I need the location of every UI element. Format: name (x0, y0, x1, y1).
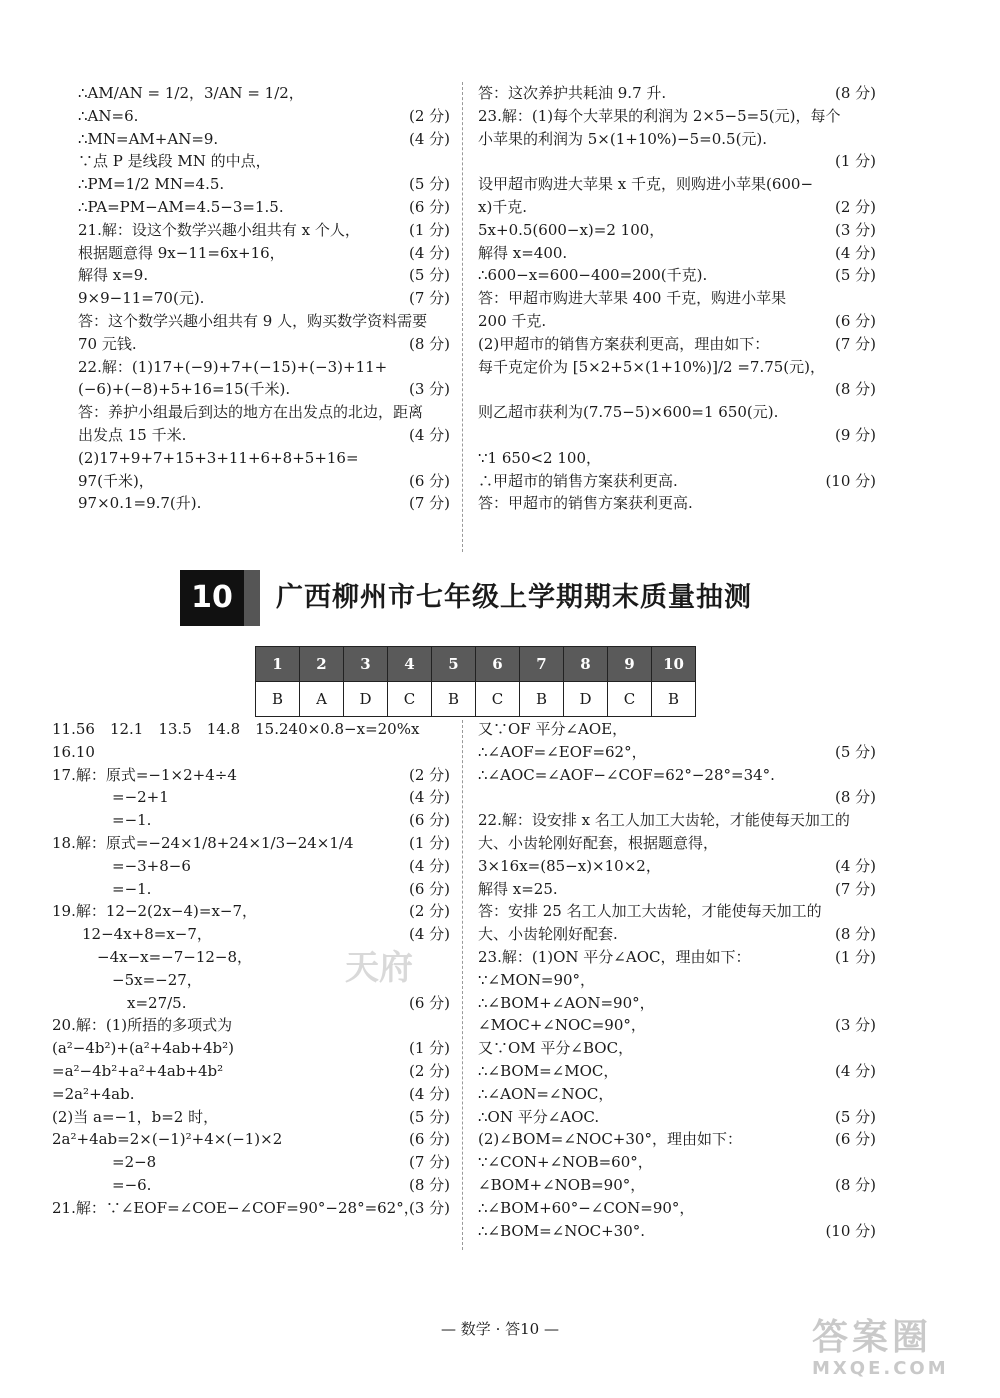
score-mark: (4 分) (408, 426, 450, 444)
score-mark: (5 分) (408, 1107, 450, 1126)
solution-text: ∴∠BOM+∠AON=90°， (478, 993, 655, 1012)
watermark-logo (812, 1318, 982, 1388)
solution-line (478, 832, 876, 854)
solution-text: 根据题意得 9x−11=6x+16， (78, 243, 285, 262)
solution-line (52, 878, 450, 900)
solution-text: −5x=−27， (52, 970, 202, 989)
score-mark: (3 分) (408, 380, 450, 399)
score-mark: (8 分) (834, 788, 876, 807)
section-title: 广西柳州市七年级上学期期末质量抽测 (276, 582, 752, 613)
score-mark: (9 分) (834, 426, 876, 444)
solution-text: ∴PA=PM−AM=4.5−3=1.5. (78, 198, 284, 216)
score-mark: (2 分) (408, 902, 450, 921)
multiple-choice-answer-table (255, 646, 696, 717)
score-mark: (6 分) (408, 811, 450, 830)
score-mark: (6 分) (408, 879, 450, 898)
solution-text: 大、小齿轮刚好配套，根据题意得， (478, 834, 719, 852)
score-mark: (6 分) (834, 1130, 876, 1149)
solution-line (478, 1220, 876, 1242)
solution-line (78, 356, 450, 378)
solution-line (478, 992, 876, 1014)
answer-letter-cell: D (564, 682, 608, 717)
score-mark: (1 分) (408, 1039, 450, 1058)
score-mark: (6 分) (834, 312, 876, 330)
solution-text: 解得 x=400. (478, 243, 568, 262)
solution-line (78, 264, 450, 286)
solution-line (478, 287, 876, 309)
solution-text: 答：安排 25 名工人加工大齿轮，才能使每天加工的 (478, 902, 822, 921)
solution-line (52, 1197, 450, 1219)
solution-line (478, 242, 876, 264)
solution-line (478, 786, 876, 808)
solution-text: (a²−4b²)+(a²+4ab+4b²) (52, 1039, 234, 1058)
solution-line (78, 447, 450, 469)
solution-text: ∴600−x=600−400=200(千克). (478, 266, 708, 285)
solution-text: 16.10 (52, 742, 95, 761)
score-mark: (7 分) (834, 334, 876, 353)
solution-text: 答：这个数学兴趣小组共有 9 人，购买数学资料需要 (78, 312, 428, 330)
solution-line (478, 1174, 876, 1196)
solution-line (52, 900, 450, 922)
score-mark: (8 分) (834, 84, 876, 102)
score-mark: (3 分) (834, 1016, 876, 1035)
answer-letter-cell: B (256, 682, 300, 717)
solution-text: (2)当 a=−1，b=2 时， (52, 1107, 219, 1126)
score-mark: (5 分) (834, 742, 876, 761)
column-divider (462, 82, 463, 552)
answer-letter-cell: B (432, 682, 476, 717)
solution-text: (2)17+9+7+15+3+11+6+8+5+16= (78, 448, 359, 467)
faint-stamp-logo: 天府 (345, 948, 413, 988)
watermark-sub-text: MXQE.COM (812, 1358, 949, 1379)
solution-text: 设甲超市购进大苹果 x 千克，则购进小苹果(600− (478, 175, 814, 194)
solution-line (478, 1128, 876, 1150)
score-mark: (3 分) (834, 220, 876, 239)
score-mark: (4 分) (408, 129, 450, 148)
solution-text: ∴AM/AN = 1/2，3/AN = 1/2， (78, 84, 304, 102)
score-mark: (4 分) (834, 243, 876, 262)
score-mark: (5 分) (408, 175, 450, 194)
solution-text: −4x−x=−7−12−8， (52, 948, 253, 966)
solution-text: =2a²+4ab. (52, 1084, 135, 1103)
solution-text: 答：这次养护共耗油 9.7 升. (478, 84, 667, 102)
solution-text: ∴∠BOM=∠NOC+30°. (478, 1221, 646, 1240)
solution-text: 出发点 15 千米. (78, 426, 187, 444)
score-mark: (6 分) (408, 471, 450, 490)
solution-line (52, 1106, 450, 1128)
score-mark: (4 分) (834, 856, 876, 875)
solution-line (478, 356, 876, 378)
solution-text: ∴PM=1/2 MN=4.5. (78, 175, 225, 194)
score-mark: (4 分) (834, 1062, 876, 1080)
solution-text: 97×0.1=9.7(升). (78, 494, 202, 513)
score-mark: (8 分) (834, 380, 876, 399)
solution-text: (−6)+(−8)+5+16=15(千米). (78, 380, 291, 399)
solution-line (478, 264, 876, 286)
section-number: 10 (180, 570, 244, 626)
solution-text: =−2+1 (52, 788, 169, 807)
solution-line (78, 492, 450, 514)
solution-line (52, 1174, 450, 1196)
solution-text: 又∵OM 平分∠BOC， (478, 1039, 634, 1058)
solution-line (52, 809, 450, 831)
solution-line (52, 718, 450, 740)
solution-line (78, 219, 450, 241)
solution-text: 解得 x=9. (78, 266, 149, 285)
solution-line (478, 969, 876, 991)
solution-line (78, 333, 450, 355)
solution-text: ∴∠AOC=∠AOF−∠COF=62°−28°=34°. (478, 765, 775, 784)
solution-text: 23.解：(1)每个大苹果的利润为 2×5−5=5(元)，每个 (478, 106, 841, 125)
answer-letter-cell: A (300, 682, 344, 717)
solution-line (478, 718, 876, 740)
solution-text: 则乙超市获利为(7.75−5)×600=1 650(元). (478, 403, 779, 422)
solution-text: =−1. (52, 879, 152, 898)
solution-line (478, 492, 876, 514)
solution-text: 19.解：12−2(2x−4)=x−7， (52, 902, 258, 921)
solution-line (478, 1083, 876, 1105)
solution-text: ∵点 P 是线段 MN 的中点， (78, 152, 271, 171)
solution-text: 21.解：设这个数学兴趣小组共有 x 个人， (78, 220, 360, 239)
solution-line (478, 1151, 876, 1173)
answer-table-answer-row (256, 682, 696, 717)
solution-line (478, 173, 876, 195)
solution-text: x)千克. (478, 198, 528, 216)
solution-text: ∴MN=AM+AN=9. (78, 129, 219, 148)
solution-line (478, 82, 876, 104)
solution-line (478, 1106, 876, 1128)
solution-text: ∠MOC+∠NOC=90°， (478, 1016, 646, 1035)
score-mark: (1 分) (834, 152, 876, 171)
solution-line (52, 1083, 450, 1105)
score-mark: (8 分) (834, 1176, 876, 1194)
solution-text: 23.解：(1)ON 平分∠AOC，理由如下： (478, 948, 751, 966)
solution-text: (2)∠BOM=∠NOC+30°，理由如下： (478, 1130, 742, 1149)
solution-line (78, 82, 450, 104)
solution-text: 答：甲超市的销售方案获利更高. (478, 494, 693, 513)
solution-text: ∴甲超市的销售方案获利更高. (478, 471, 678, 490)
solution-line (78, 128, 450, 150)
answer-table-header-row (256, 647, 696, 682)
solution-line (478, 923, 876, 945)
question-number-cell: 8 (564, 647, 608, 682)
solution-line (78, 150, 450, 172)
answer-letter-cell: D (344, 682, 388, 717)
solution-line (78, 196, 450, 218)
score-mark: (2 分) (834, 198, 876, 216)
solution-text: =−3+8−6 (52, 856, 191, 875)
solution-line (478, 1037, 876, 1059)
score-mark: (3 分) (408, 1198, 450, 1217)
solution-line (478, 809, 876, 831)
solution-text: 22.解：设安排 x 名工人加工大齿轮，才能使每天加工的 (478, 811, 850, 830)
solution-text: 12−4x+8=x−7， (52, 925, 212, 944)
solution-line (478, 1197, 876, 1219)
question-number-cell: 10 (652, 647, 696, 682)
score-mark: (8 分) (408, 1176, 450, 1194)
question-number-cell: 1 (256, 647, 300, 682)
solution-line (478, 424, 876, 446)
solution-line (78, 173, 450, 195)
solution-line (52, 1060, 450, 1082)
solution-text: 解得 x=25. (478, 879, 558, 898)
solution-line (478, 900, 876, 922)
solution-text: =−1. (52, 811, 152, 830)
solution-text: =2−8 (52, 1153, 157, 1172)
solution-line (478, 401, 876, 423)
score-mark: (2 分) (408, 106, 450, 125)
solution-text: ∴∠AON=∠NOC， (478, 1084, 614, 1103)
solution-text: 小苹果的利润为 5×(1+10%)−5=0.5(元). (478, 129, 768, 148)
score-mark: (10 分) (825, 471, 876, 490)
score-mark: (5 分) (408, 266, 450, 285)
solution-line (478, 150, 876, 172)
solution-text: 答：甲超市购进大苹果 400 千克，购进小苹果 (478, 289, 787, 308)
solution-line (52, 741, 450, 763)
score-mark: (6 分) (408, 993, 450, 1012)
question-number-cell: 6 (476, 647, 520, 682)
solution-line (478, 855, 876, 877)
section-banner (180, 570, 820, 626)
solution-text: x=27/5. (52, 993, 187, 1012)
solution-text: ∵1 650<2 100， (478, 448, 601, 467)
solution-line (478, 946, 876, 968)
solution-line (78, 424, 450, 446)
solution-text: 21.解：∵∠EOF=∠COE−∠COF=90°−28°=62°， (52, 1198, 419, 1217)
score-mark: (1 分) (408, 834, 450, 852)
solution-text: ∴ON 平分∠AOC. (478, 1107, 600, 1126)
solution-text: 17.解：原式=−1×2+4÷4 (52, 765, 237, 784)
solution-text: 大、小齿轮刚好配套. (478, 925, 618, 944)
score-mark: (7 分) (408, 289, 450, 308)
answer-letter-cell: B (652, 682, 696, 717)
solution-line (52, 1128, 450, 1150)
score-mark: (7 分) (408, 1153, 450, 1172)
score-mark: (4 分) (408, 856, 450, 875)
watermark-main-text: 答案圈 (812, 1317, 933, 1358)
solution-text: (2)甲超市的销售方案获利更高，理由如下： (478, 334, 770, 353)
score-mark: (5 分) (834, 266, 876, 285)
solution-text: 又∵OF 平分∠AOE， (478, 720, 628, 738)
solution-line (78, 378, 450, 400)
answer-letter-cell: C (388, 682, 432, 717)
solution-line (478, 764, 876, 786)
score-mark: (6 分) (408, 198, 450, 216)
solution-text: 18.解：原式=−24×1/8+24×1/3−24×1/4 (52, 834, 354, 852)
solution-line (78, 310, 450, 332)
solution-line (52, 1151, 450, 1173)
question-number-cell: 3 (344, 647, 388, 682)
solution-text: 答：养护小组最后到达的地方在出发点的北边，距离 (78, 403, 424, 422)
solution-line (78, 287, 450, 309)
solution-line (478, 333, 876, 355)
solution-text: ∴AN=6. (78, 106, 139, 125)
solution-line (478, 310, 876, 332)
score-mark: (1 分) (834, 948, 876, 966)
score-mark: (7 分) (834, 879, 876, 898)
page-footer: — 数学 · 答10 — (441, 1320, 559, 1338)
solution-line (478, 196, 876, 218)
solution-line (478, 741, 876, 763)
score-mark: (5 分) (834, 1107, 876, 1126)
solution-line (78, 242, 450, 264)
solution-line (52, 786, 450, 808)
solution-text: 70 元钱. (78, 334, 137, 353)
solution-text: ∴∠BOM+60°−∠CON=90°， (478, 1198, 695, 1217)
answer-letter-cell: B (520, 682, 564, 717)
question-number-cell: 4 (388, 647, 432, 682)
solution-text: 2a²+4ab=2×(−1)²+4×(−1)×2 (52, 1130, 283, 1149)
score-mark: (1 分) (408, 220, 450, 239)
solution-text: 5x+0.5(600−x)=2 100， (478, 220, 665, 239)
score-mark: (2 分) (408, 1062, 450, 1080)
solution-text: 20.解：(1)所捂的多项式为 (52, 1016, 233, 1035)
question-number-cell: 5 (432, 647, 476, 682)
score-mark: (4 分) (408, 243, 450, 262)
solution-line (478, 878, 876, 900)
solution-line (478, 105, 876, 127)
question-number-cell: 2 (300, 647, 344, 682)
answer-letter-cell: C (608, 682, 652, 717)
score-mark: (8 分) (834, 925, 876, 944)
solution-text: =−6. (52, 1176, 152, 1194)
score-mark: (7 分) (408, 494, 450, 513)
solution-text: 22.解：(1)17+(−9)+7+(−15)+(−3)+11+ (78, 357, 388, 376)
answer-letter-cell: C (476, 682, 520, 717)
solution-line (478, 1014, 876, 1036)
solution-line (78, 105, 450, 127)
score-mark: (4 分) (408, 925, 450, 944)
solution-text: 200 千克. (478, 312, 547, 330)
solution-line (478, 447, 876, 469)
solution-text: 9×9−11=70(元). (78, 289, 205, 308)
score-mark: (6 分) (408, 1130, 450, 1149)
solution-text: ∠BOM+∠NOB=90°， (478, 1176, 646, 1194)
score-mark: (4 分) (408, 788, 450, 807)
score-mark: (8 分) (408, 334, 450, 353)
solution-line (478, 378, 876, 400)
question-number-cell: 7 (520, 647, 564, 682)
solution-line (52, 764, 450, 786)
solution-line (78, 470, 450, 492)
solution-text: 97(千米)， (78, 471, 154, 490)
solution-text: ∴∠BOM=∠MOC， (478, 1062, 619, 1080)
solution-text: 11.56 12.1 13.5 14.8 15.240×0.8−x=20%x (52, 720, 420, 738)
score-mark: (4 分) (408, 1084, 450, 1103)
solution-text: ∵∠MON=90°， (478, 970, 596, 989)
solution-text: 每千克定价为 [5×2+5×(1+10%)]/2 =7.75(元)， (478, 357, 826, 376)
solution-text: =a²−4b²+a²+4ab+4b² (52, 1062, 224, 1080)
solution-line (478, 1060, 876, 1082)
solution-line (52, 832, 450, 854)
banner-accent-bar (244, 570, 260, 626)
solution-text: 3×16x=(85−x)×10×2， (478, 856, 661, 875)
solution-text: ∴∠AOF=∠EOF=62°， (478, 742, 647, 761)
solution-line (52, 855, 450, 877)
solution-line (478, 219, 876, 241)
question-number-cell: 9 (608, 647, 652, 682)
solution-line (78, 401, 450, 423)
solution-line (478, 470, 876, 492)
solution-line (478, 128, 876, 150)
solution-text: ∵∠CON+∠NOB=60°， (478, 1153, 653, 1172)
score-mark: (10 分) (825, 1221, 876, 1240)
score-mark: (2 分) (408, 765, 450, 784)
